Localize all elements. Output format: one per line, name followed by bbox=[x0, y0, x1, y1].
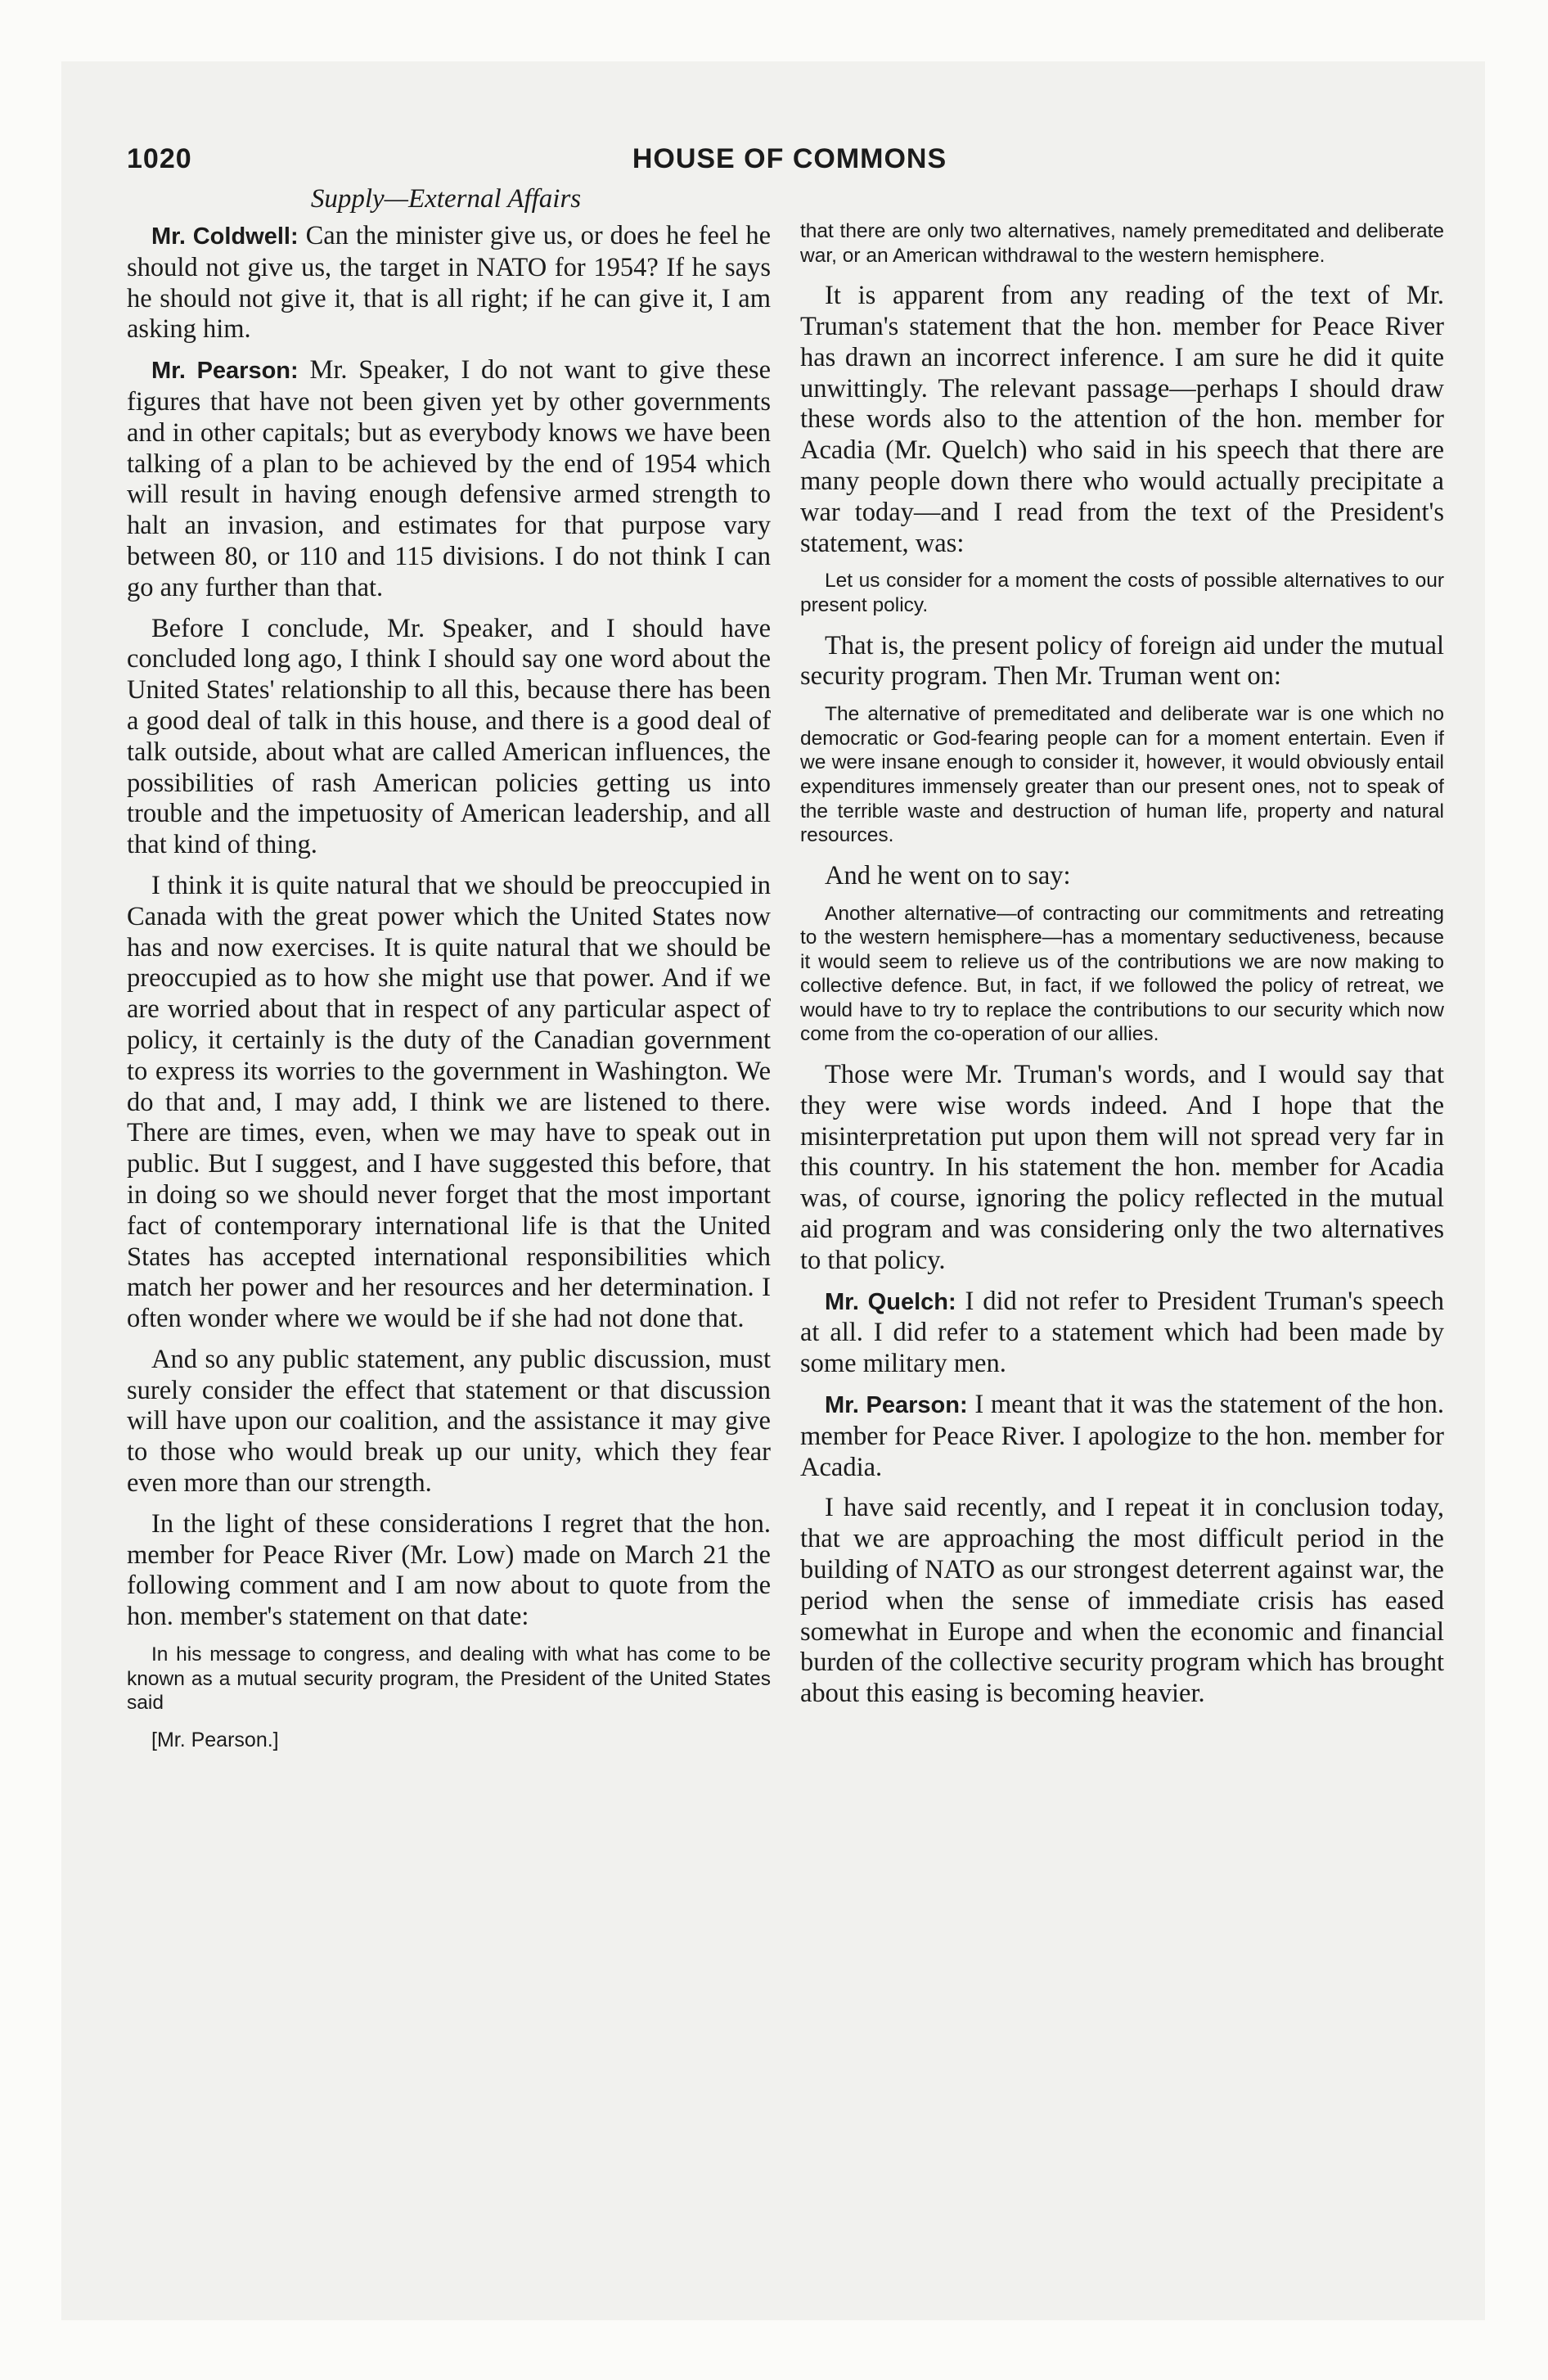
paragraph: I think it is quite natural that we should be preoccupied in Canada with the great power which the United States now has and now exercises. It is quite natural that we should be preoccupied as to how she might use that power. And if we are worried about that in respect of any particular aspect of policy, it certainly is the duty of the Canadian government to express its worries to the government in Washington. We do that and, I may add, I think we are listened to there. There are times, even, when we may have to speak out in public. But I suggest, and I have suggested this before, that in doing so we should never forget that the most important fact of contemporary international life is that the United States has accepted international responsibilities which match her power and her resources and her determination. I often wonder where we would be if she had not done that. bbox=[127, 870, 771, 1334]
speech-text: I did not refer to President Truman's speech at all. I did refer to a statement which had been made by some military men. bbox=[800, 1286, 1445, 1379]
page-number: 1020 bbox=[127, 143, 192, 174]
page-header bbox=[127, 143, 1452, 184]
paragraph: That is, the present policy of foreign aid under the mutual security program. Then Mr. Truman went on: bbox=[800, 630, 1444, 692]
paragraph-pearson bbox=[800, 1390, 1444, 1483]
column-attribution: [Mr. Pearson.] bbox=[151, 1728, 279, 1751]
running-head: HOUSE OF COMMONS bbox=[632, 143, 947, 174]
speech-text: Mr. Speaker, I do not want to give these figures that have not been given yet by other governments and in other capitals; but as everybody knows we have been talking of a plan to be achieved by the end of 1954 which will result in having enough defensive armed strength to halt an invasion, and estimates for that purpose vary between 80, or 110 and 115 divisions. I do not think I can go any further than that. bbox=[127, 355, 772, 602]
speaker-name: Mr. Pearson: bbox=[151, 358, 299, 385]
speaker-name: Mr. Pearson: bbox=[825, 1392, 968, 1419]
speaker-name: Mr. Coldwell: bbox=[151, 223, 299, 250]
block-quote-continued: that there are only two alternatives, namely premeditated and deliberate war, or an American withdrawal to the western hemisphere. bbox=[800, 220, 1444, 267]
paragraph: Before I conclude, Mr. Speaker, and I should have concluded long ago, I think I should say one word about the United States' relationship to all this, because there has been a good deal of talk in this house, and there is a good deal of talk outside, about what are called American influences, the possibilities of rash American policies getting us into trouble and the impetuosity of American leadership, and all that kind of thing. bbox=[127, 613, 771, 860]
speech-text: I meant that it was the statement of the hon. member for Peace River. I apologize to the hon. member for Acadia. bbox=[800, 1390, 1445, 1482]
speaker-name: Mr. Quelch: bbox=[825, 1288, 956, 1315]
section-title: Supply—External Affairs bbox=[310, 184, 582, 214]
block-quote: Let us consider for a moment the costs of possible alternatives to our present policy. bbox=[800, 570, 1444, 616]
block-quote: The alternative of premeditated and deliberate war is one which no democratic or God-fearing people can for a moment entertain. Even if we were insane enough to consider it, however, it would obviously entail expenditures immensely greater than our present ones, not to speak of the terrible waste and destruction of human life, property and natural resources. bbox=[800, 703, 1444, 847]
paragraph-quelch bbox=[800, 1287, 1444, 1380]
right-column bbox=[800, 219, 1444, 1720]
paragraph-pearson bbox=[127, 355, 771, 603]
paragraph: It is apparent from any reading of the text of Mr. Truman's statement that the hon. member for Peace River has drawn an incorrect inference. I am sure he did it quite unwittingly. The relevant passage—perhaps I should draw these words also to the attention of the hon. member for Acadia (Mr. Quelch) who said in his speech that there are many people down there who would actually precipitate a war today—and I read from the text of the President's statement, was: bbox=[800, 281, 1444, 558]
left-column bbox=[127, 221, 771, 1752]
block-quote: In his message to congress, and dealing with what has come to be known as a mutual security program, the President of the United States said bbox=[127, 1643, 771, 1715]
paragraph: And so any public statement, any public discussion, must surely consider the effect that statement or that discussion will have upon our coalition, and the assistance it may give to those who would break up our unity, which they fear even more than our strength. bbox=[127, 1344, 771, 1499]
paragraph-coldwell bbox=[127, 221, 771, 345]
speech-text: Can the minister give us, or does he feel he should not give us, the target in NATO for 1954? If he says he should not give it, that is all right; if he can give it, I am asking him. bbox=[127, 221, 772, 345]
paragraph: Those were Mr. Truman's words, and I would say that they were wise words indeed. And I hope that the misinterpretation put upon them will not spread very far in this country. In his statement the hon. member for Acadia was, of course, ignoring the policy reflected in the mutual aid program and was considering only the two alternatives to that policy. bbox=[800, 1060, 1444, 1275]
paragraph: I have said recently, and I repeat it in conclusion today, that we are approaching the most difficult period in the building of NATO as our strongest deterrent against war, the period when the sense of immediate crisis has eased somewhat in Europe and when the economic and financial burden of the collective security program which has brought about this easing is becoming heavier. bbox=[800, 1493, 1444, 1709]
paragraph: And he went on to say: bbox=[825, 860, 1071, 890]
block-quote: Another alternative—of contracting our commitments and retreating to the western hemisphere—has a momentary seductiveness, because it would seem to relieve us of the contributions we are now making to collective defence. But, in fact, if we followed the policy of retreat, we would have to try to replace the contributions to our security which now come from the co-operation of our allies. bbox=[800, 902, 1444, 1046]
paragraph: In the light of these considerations I regret that the hon. member for Peace River (Mr. Low) made on March 21 the following comment and I am now about to quote from the hon. member's statement on that date: bbox=[127, 1508, 771, 1632]
